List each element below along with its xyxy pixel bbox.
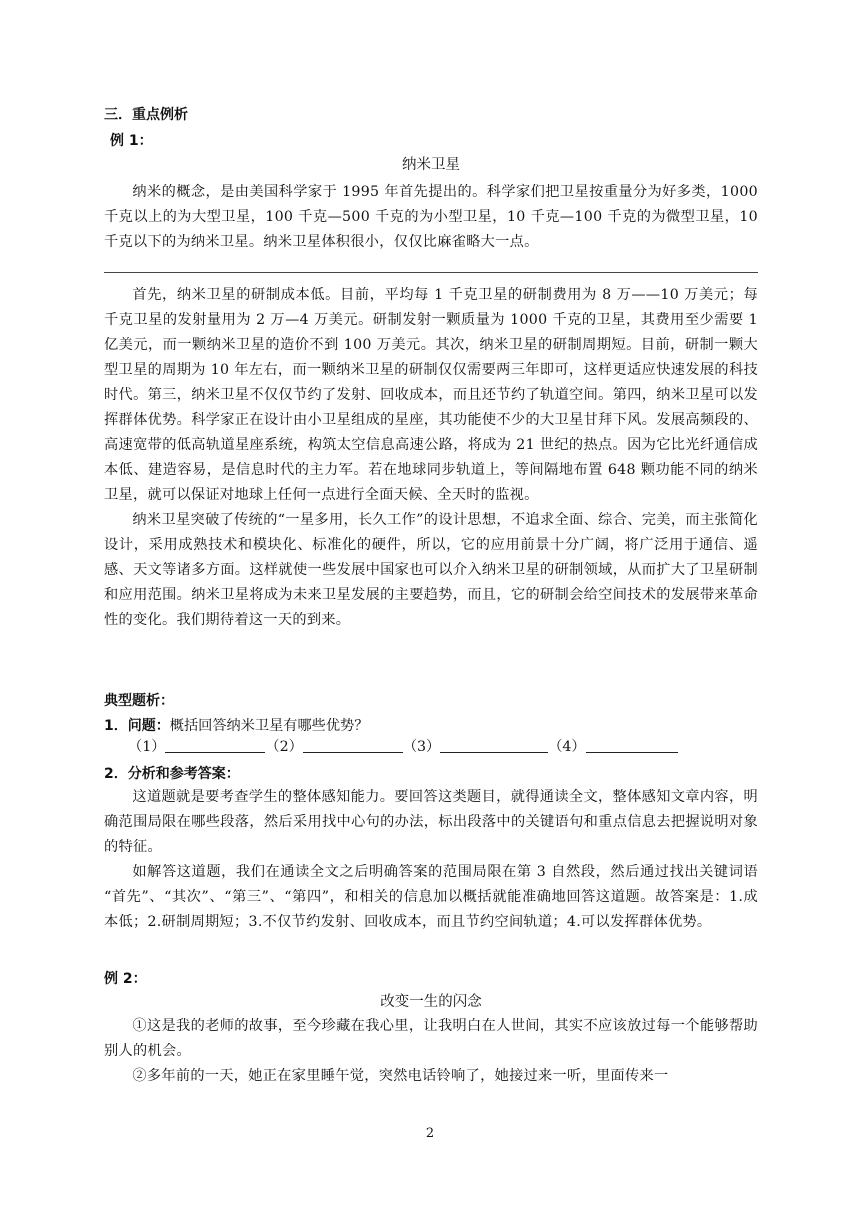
article-title: 改变一生的闪念 xyxy=(380,994,482,1010)
paragraph: 纳米的概念，是由美国科学家于 1995 年首先提出的。科学家们把卫星按重量分为好多类，1000 千克以上的为大型卫星，100 千克—500 千克的为小型卫星，10 千克—100 千克的为微型卫星，10 千克以下的为纳米卫星。纳米卫星体积很小，仅仅比麻雀略大一点。 xyxy=(104,184,758,250)
answer-blank-3[interactable] xyxy=(440,738,548,753)
paragraph: 首先，纳米卫星的研制成本低。目前，平均每 1 千克卫星的研制费用为 8 万——10 万美元；每千克卫星的发射量用为 2 万—4 万美元。研制发射一颗质量为 1000 千克的卫星，其费用至少需要 1 亿美元，而一颗纳米卫星的造价不到 100 万美元。其次，纳米卫星的研制周期短。目前，研制一颗大型卫星的周期为 10 年左右，而一颗纳米卫星的研制仅仅需要两三年即可，这样更适应快速发展的科技时代。第三，纳米卫星不仅仅节约了发射、回收成本，而且还节约了轨道空间。第四，纳米卫星可以发挥群体优势。科学家正在设计由小卫星组成的星座，其功能使不少的大卫星甘拜下风。发展高频段的、高速宽带的低高轨道星座系统，构筑太空信息高速公路，将成为 21 世纪的热点。因为它比光纤通信成本低、建造容易，是信息时代的主力军。若在地球同步轨道上，等间隔地布置 648 颗功能不同的纳米卫星，就可以保证对地球上任何一点进行全面天候、全天时的监视。 xyxy=(104,287,758,503)
example2-title xyxy=(104,990,758,1011)
answer-blank-1[interactable] xyxy=(165,738,265,753)
page-number: 2 xyxy=(425,1126,435,1141)
article-title: 纳米卫星 xyxy=(402,157,460,173)
typical-heading: 典型题析： xyxy=(104,693,174,709)
example2-label: 例 2： xyxy=(104,971,147,987)
paragraph: ①这是我的老师的故事，至今珍藏在我心里，让我明白在人世间，其实不应该放过每一个能够帮助别人的机会。 xyxy=(104,1018,758,1059)
blank-label-4: （4） xyxy=(548,739,586,755)
paragraph: 纳米卫星突破了传统的“一星多用，长久工作”的设计思想，不追求全面、综合、完美，而主张简化设计，采用成熟技术和模块化、标准化的硬件，所以，它的应用前景十分广阔，将广泛用于通信、遥感、天文等诸多方面。这样就使一些发展中国家也可以介入纳米卫星的研制领域，从而扩大了卫星研制和应用范围。纳米卫星将成为未来卫星发展的主要趋势，而且，它的研制会给空间技术的发展带来革命性的变化。我们期待着这一天的到来。 xyxy=(104,512,758,628)
example1-intro xyxy=(104,180,758,255)
paragraph: 如解答这道题，我们在通读全文之后明确答案的范围局限在第 3 自然段，然后通过找出关键词语 “首先”、“其次”、“第三”、“第四”，和相关的信息加以概括就能准确地回答这道题。故答案是：1.成本低；2.研制周期短；3.不仅节约发射、回收成本，而且节约空间轨道；4.可以发挥群体优势。 xyxy=(104,864,758,930)
example1-body xyxy=(104,283,758,633)
paragraph: ②多年前的一天，她正在家里睡午觉，突然电话铃响了，她接过来一听，里面传来一 xyxy=(132,1068,669,1084)
example1-label: 例 1： xyxy=(110,133,153,149)
question-line xyxy=(104,715,758,735)
question-label: 1．问题： xyxy=(104,718,170,734)
answer-blank-4[interactable] xyxy=(586,738,678,753)
blank-label-3: （3） xyxy=(402,739,441,755)
analysis-heading: 2．分析和参考答案： xyxy=(104,766,240,782)
example2-body xyxy=(104,1014,758,1089)
paragraph: 这道题就是要考查学生的整体感知能力。要回答这类题目，就得通读全文，整体感知文章内容，明确范围局限在哪些段落，然后采用找中心句的办法，标出段落中的关键语句和重点信息去把握说明对象的特征。 xyxy=(104,789,758,855)
question-text: 概括回答纳米卫星有哪些优势？ xyxy=(169,718,369,734)
blank-label-1: （1） xyxy=(128,739,166,755)
blank-label-2: （2） xyxy=(265,739,303,755)
example1-title xyxy=(104,153,758,174)
analysis-body xyxy=(104,785,758,935)
answer-blank-2[interactable] xyxy=(303,738,403,753)
answer-blanks xyxy=(104,735,782,760)
section-heading: 三．重点例析 xyxy=(104,107,188,123)
horizontal-rule xyxy=(104,272,758,273)
